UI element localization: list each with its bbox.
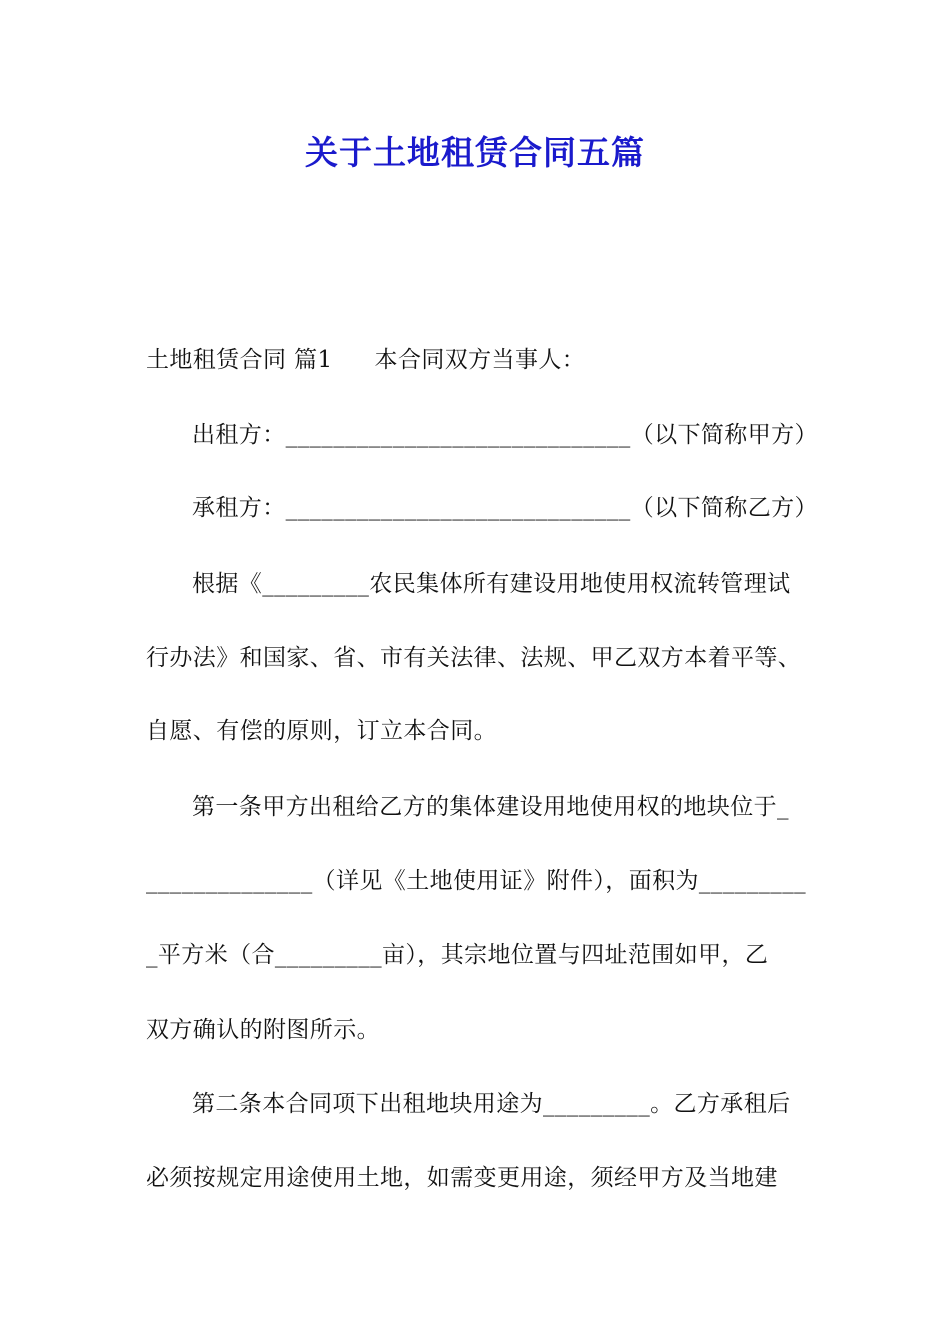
article-1-line: 第一条甲方出租给乙方的集体建设用地使用权的地块位于_ [192, 794, 789, 820]
paragraph-line: 行办法》和国家、省、市有关法律、法规、甲乙双方本着平等、 [146, 645, 802, 671]
article-1-line: 双方确认的附图所示。 [146, 1017, 380, 1043]
article-2-line: 必须按规定用途使用土地，如需变更用途，须经甲方及当地建 [146, 1165, 778, 1191]
article-1-line: _平方米（合_________亩），其宗地位置与四址范围如甲，乙 [146, 942, 769, 968]
paragraph-line: 根据《_________农民集体所有建设用地使用权流转管理试 [192, 571, 791, 597]
article-2-line: 第二条本合同项下出租地块用途为_________。乙方承租后 [192, 1091, 791, 1117]
contract-parties-intro: 本合同双方当事人： [374, 347, 586, 373]
contract-heading: 土地租赁合同 篇1 [146, 347, 333, 373]
lessee-line: 承租方：_____________________________（以下简称乙方） [192, 495, 818, 521]
article-1-line: ______________（详见《土地使用证》附件），面积为_________ [146, 868, 806, 894]
document-title: 关于土地租赁合同五篇 [305, 133, 645, 172]
lessor-line: 出租方：_____________________________（以下简称甲方） [192, 422, 818, 448]
contract-heading-line [146, 345, 585, 375]
paragraph-line: 自愿、有偿的原则，订立本合同。 [146, 718, 497, 744]
